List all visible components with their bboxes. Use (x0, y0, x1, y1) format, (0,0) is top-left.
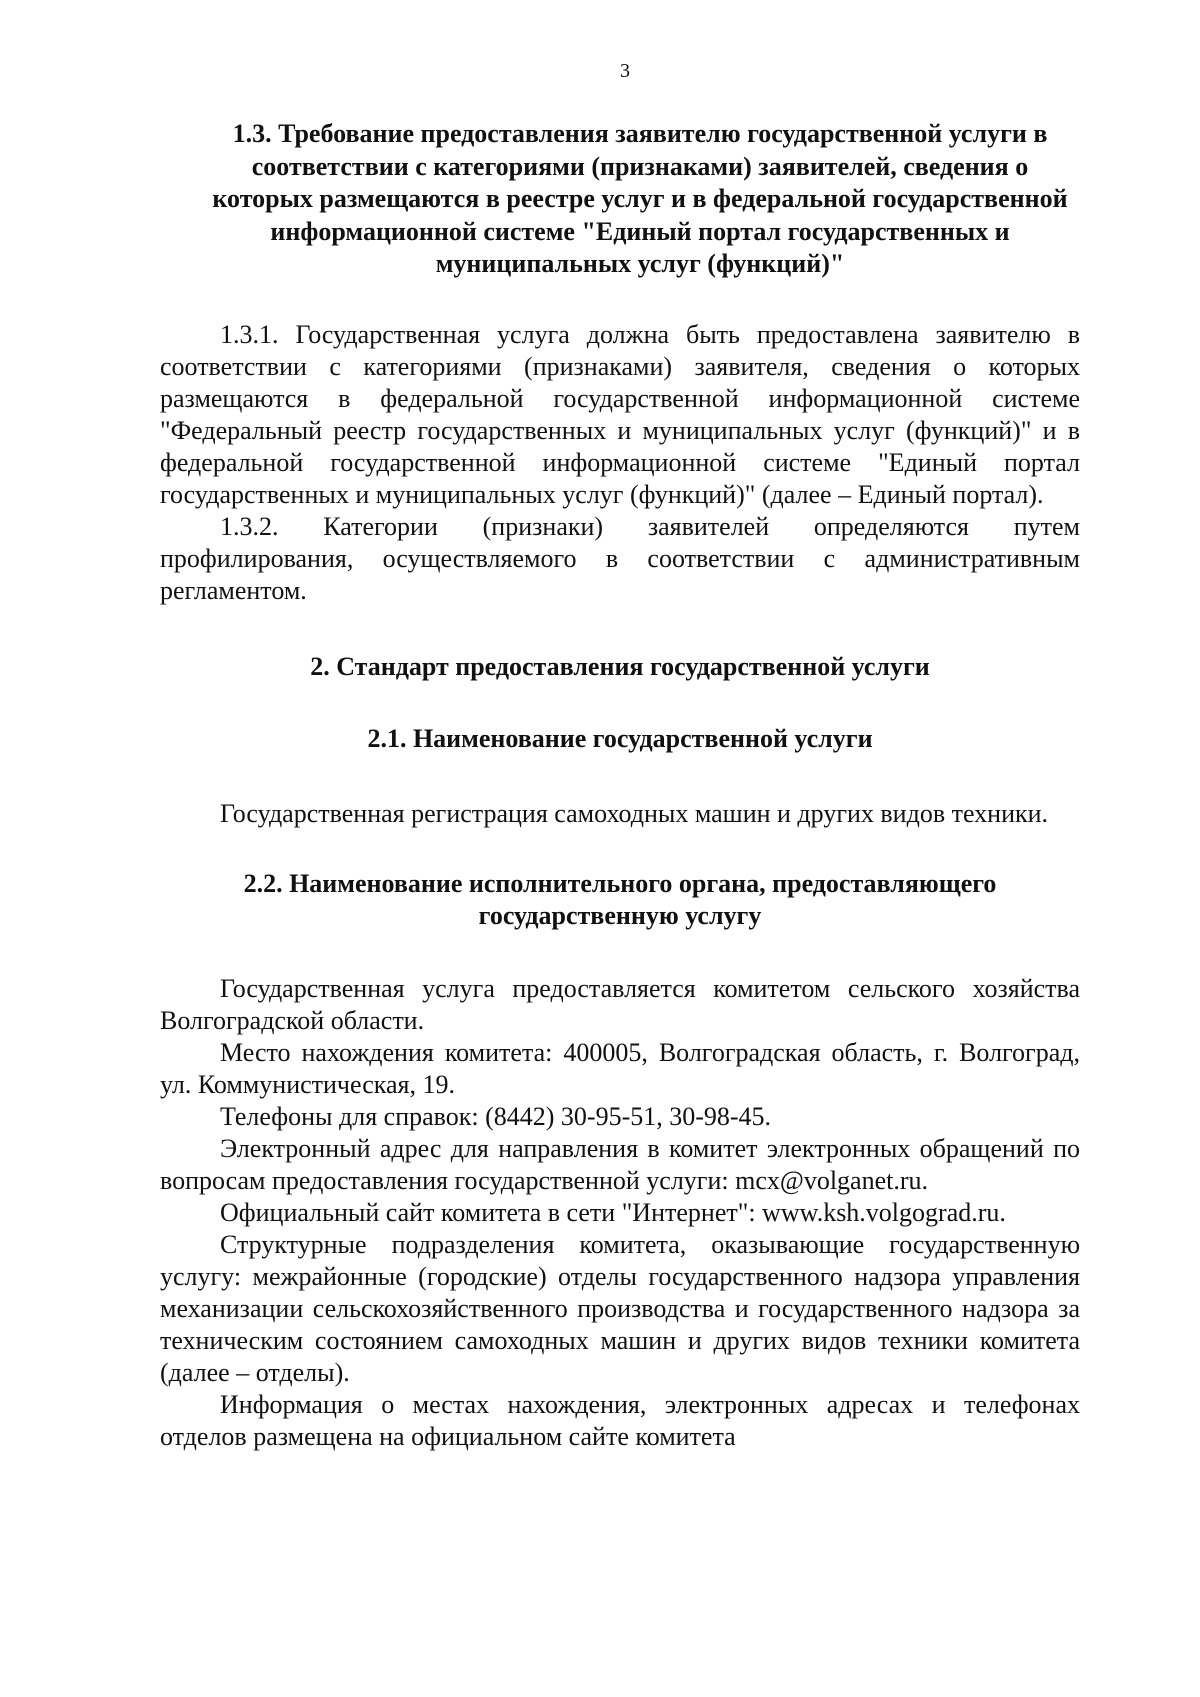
paragraph-1-3-2: 1.3.2. Категории (признаки) заявителей определяются путем профилирования, осуществляемого в соответствии с административным регламентом. (160, 511, 1080, 605)
document-body (160, 118, 1080, 1453)
section-heading-1-3: 1.3. Требование предоставления заявителю государственной услуги в соответствии с категориями (признаками) заявителей, сведения о которых размещаются в реестре услуг и в федеральной государственной информационной системе "Единый портал государственных и муниципальных услуг (функций)" (212, 119, 1068, 278)
section-heading-2-2: 2.2. Наименование исполнительного органа, предоставляющего государственную услугу (243, 868, 997, 930)
paragraph-2-2-info: Информация о местах нахождения, электронных адресах и телефонах отделов размещена на официальном сайте комитета (160, 1389, 1080, 1451)
paragraph-2-2-address: Место нахождения комитета: 400005, Волгоградская область, г. Волгоград, ул. Коммунистическая, 19. (160, 1037, 1080, 1099)
paragraph-2-1-service-name: Государственная регистрация самоходных машин и других видов техники. (220, 798, 1049, 828)
paragraph-2-2-website: Официальный сайт комитета в сети "Интернет": www.ksh.volgograd.ru. (220, 1197, 1006, 1227)
section-heading-2-1: 2.1. Наименование государственной услуги (367, 724, 873, 753)
paragraph-2-2-departments: Структурные подразделения комитета, оказывающие государственную услугу: межрайонные (городские) отделы государственного надзора управления механизации сельскохозяйственного производства и государственного надзора за техническим состоянием самоходных машин и других видов техники комитета (далее – отделы). (160, 1229, 1080, 1387)
paragraph-2-2-phones: Телефоны для справок: (8442) 30-95-51, 30-98-45. (220, 1101, 772, 1131)
page-number: 3 (620, 60, 630, 82)
paragraph-1-3-1: 1.3.1. Государственная услуга должна быть предоставлена заявителю в соответствии с категориями (признаками) заявителя, сведения о которых размещаются в федеральной государственной информационной системе "Федеральный реестр государственных и муниципальных услуг (функций)" и в федеральной государственной информационной системе "Единый портал государственных и муниципальных услуг (функций)" (далее – Единый портал). (160, 319, 1080, 509)
paragraph-2-2-email: Электронный адрес для направления в комитет электронных обращений по вопросам предоставления государственной услуги: mcx@volganet.ru. (160, 1133, 1080, 1195)
section-heading-2: 2. Стандарт предоставления государственной услуги (310, 651, 930, 681)
paragraph-2-2-provider: Государственная услуга предоставляется комитетом сельского хозяйства Волгоградской области. (160, 973, 1080, 1035)
